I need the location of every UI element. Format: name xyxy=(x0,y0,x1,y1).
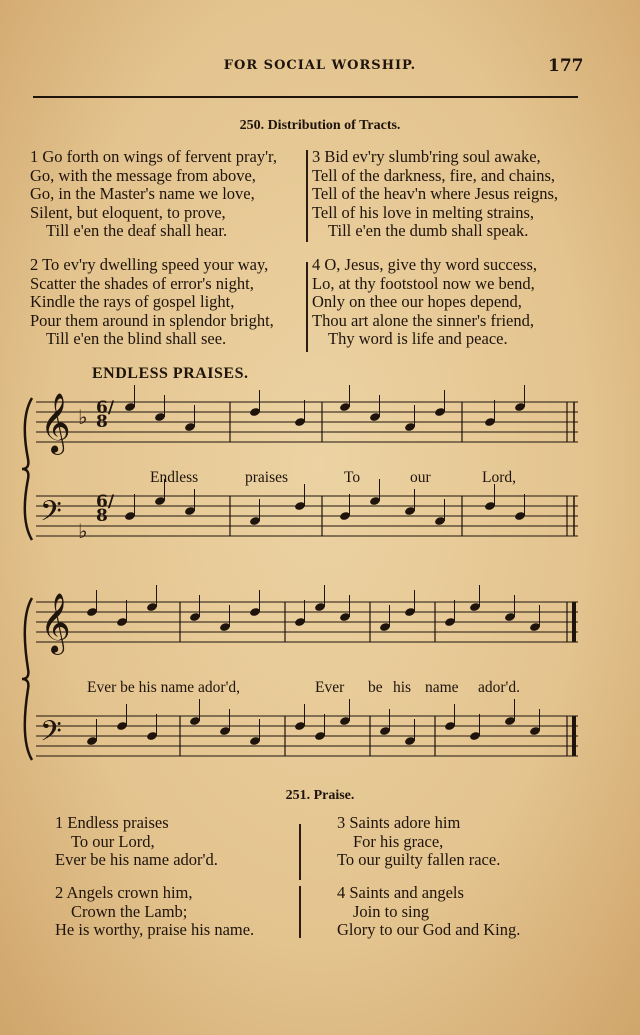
verse-line: Join to sing xyxy=(353,901,430,921)
lyric: be xyxy=(368,679,383,696)
verse-line: 4 O, Jesus, give thy word success, xyxy=(312,255,538,274)
verse-line: Tell of the heav'n where Jesus reigns, xyxy=(312,184,559,203)
lyric: our xyxy=(410,469,431,486)
verse-line: Crown the Lamb; xyxy=(71,901,188,921)
verse-line: 2 Angels crown him, xyxy=(55,883,193,902)
time-signature-treble: 6/8 xyxy=(96,398,115,432)
hymn-251-stanza-1 xyxy=(55,814,218,870)
hymn-251-stanza-4 xyxy=(337,884,520,940)
verse-line: 3 Saints adore him xyxy=(337,813,461,832)
column-divider xyxy=(299,824,301,880)
tune-title: ENDLESS PRAISES. xyxy=(92,365,249,382)
verse-line: 1 Endless praises xyxy=(55,813,169,832)
lyric: name xyxy=(425,679,459,696)
verse-line: 4 Saints and angels xyxy=(337,883,464,902)
lyric: Ever be his name ador'd, xyxy=(87,679,241,696)
treble-clef: 𝄞 xyxy=(40,393,71,453)
hymn-251-stanza-2 xyxy=(55,884,254,940)
verse-line: Only on thee our hopes depend, xyxy=(312,292,522,311)
page-number: 177 xyxy=(548,56,584,76)
verse-line: Silent, but eloquent, to prove, xyxy=(30,202,226,222)
running-title: FOR SOCIAL WORSHIP. xyxy=(223,58,417,73)
system-brace xyxy=(22,598,32,760)
flat-sign: ♭ xyxy=(78,405,88,429)
bass-clef: 𝄢 xyxy=(40,715,62,755)
verse-line: To our guilty fallen race. xyxy=(337,850,501,869)
verse-line: Glory to our God and King. xyxy=(337,920,521,939)
verse-line: Tell of his love in melting strains, xyxy=(312,202,535,222)
verse-line: 3 Bid ev'ry slumb'ring soul awake, xyxy=(312,147,541,166)
verse-line: Lo, at thy footstool now we bend, xyxy=(312,273,535,293)
hymn-250-title: 250. Distribution of Tracts. xyxy=(239,118,401,133)
treble-clef: 𝄞 xyxy=(40,593,71,653)
lyric: Endless xyxy=(150,469,199,486)
verse-line: Ever be his name ador'd. xyxy=(55,850,218,869)
lyric: praises xyxy=(245,469,289,486)
lyric: his xyxy=(393,679,412,696)
lyric: Ever xyxy=(315,679,345,696)
verse-line: 1 Go forth on wings of fervent pray'r, xyxy=(30,147,278,166)
verse-line: Go, with the message from above, xyxy=(30,165,256,185)
flat-sign: ♭ xyxy=(78,519,88,543)
bass-clef: 𝄢 xyxy=(40,495,62,535)
verse-line: To our Lord, xyxy=(71,831,155,851)
lyric: To xyxy=(344,469,361,486)
verse-line: Till e'en the dumb shall speak. xyxy=(328,221,529,240)
time-signature-bass: 6/8 xyxy=(96,492,115,526)
verse-line: Kindle the rays of gospel light, xyxy=(30,292,235,311)
lyric: ador'd. xyxy=(478,679,520,696)
lyric: Lord, xyxy=(482,469,517,486)
verse-line: He is worthy, praise his name. xyxy=(55,920,255,939)
verse-line: Tell of the darkness, fire, and chains, xyxy=(312,165,556,185)
hymn-251-stanza-3 xyxy=(337,814,500,870)
verse-line: Scatter the shades of error's night, xyxy=(30,273,254,293)
system-brace xyxy=(22,398,32,540)
verse-line: Till e'en the deaf shall hear. xyxy=(46,221,228,240)
verse-line: For his grace, xyxy=(353,831,444,851)
verse-line: Thou art alone the sinner's friend, xyxy=(312,310,534,330)
verse-line: Thy word is life and peace. xyxy=(328,329,508,348)
verse-line: Pour them around in splendor bright, xyxy=(30,310,274,330)
verse-line: 2 To ev'ry dwelling speed your way, xyxy=(30,255,269,274)
column-divider xyxy=(299,886,301,938)
verse-line: Till e'en the blind shall see. xyxy=(46,329,227,348)
verse-line: Go, in the Master's name we love, xyxy=(30,184,255,203)
hymn-251-title: 251. Praise. xyxy=(285,788,355,803)
